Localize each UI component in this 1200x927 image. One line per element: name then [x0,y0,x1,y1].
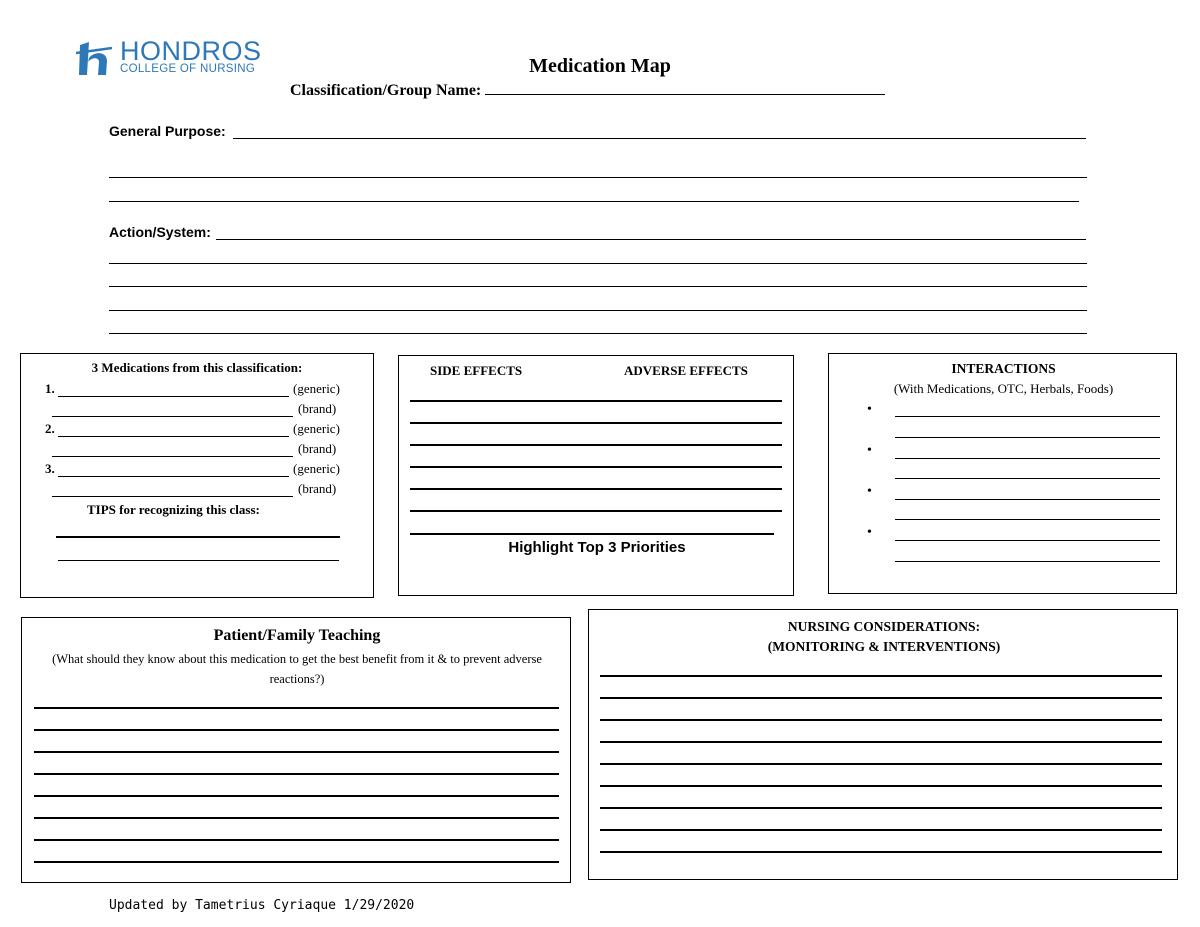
teaching-line[interactable] [34,751,559,753]
nursing-subtitle: (MONITORING & INTERVENTIONS) [767,639,1001,654]
action-system-line[interactable] [109,263,1087,264]
teaching-line[interactable] [34,729,559,731]
interaction-line[interactable] [895,458,1160,459]
effects-line[interactable] [410,400,782,402]
footer-updated-by: Updated by Tametrius Cyriaque 1/29/2020 [109,898,415,913]
interactions-box [828,353,1177,594]
nursing-line[interactable] [600,851,1162,853]
nursing-line[interactable] [600,829,1162,831]
nursing-line[interactable] [600,675,1162,677]
interaction-line[interactable] [895,540,1160,541]
teaching-line[interactable] [34,817,559,819]
nursing-line[interactable] [600,719,1162,721]
teaching-title: Patient/Family Teaching [213,627,381,644]
bullet-icon: • [867,443,872,458]
med-generic-line[interactable] [58,396,289,397]
action-system-line[interactable] [109,286,1087,287]
adverse-effects-heading: ADVERSE EFFECTS [624,363,748,378]
med-brand-line[interactable] [52,416,293,417]
brand-label: (brand) [298,481,337,496]
logo-title: HONDROS [120,36,262,66]
nursing-line[interactable] [600,807,1162,809]
nursing-line[interactable] [600,697,1162,699]
page-title: Medication Map [529,55,671,77]
action-system-line[interactable] [216,239,1086,240]
med-brand-line[interactable] [52,496,293,497]
interactions-title: INTERACTIONS [951,361,1056,376]
bullet-icon: • [867,525,872,540]
nursing-line[interactable] [600,785,1162,787]
group-name-field [290,82,885,100]
med-number: 2. [45,421,55,436]
tips-line[interactable] [56,536,340,538]
med-generic-line[interactable] [58,476,289,477]
bullet-icon: • [867,402,872,417]
effects-line[interactable] [410,444,782,446]
generic-label: (generic) [293,461,340,476]
effects-box [398,355,794,596]
med-brand-line[interactable] [52,456,293,457]
effects-line[interactable] [410,466,782,468]
teaching-line[interactable] [34,861,559,863]
interaction-line[interactable] [895,416,1160,417]
med-generic-line[interactable] [58,436,289,437]
general-purpose-line[interactable] [233,138,1086,139]
brand-label: (brand) [298,401,337,416]
highlight-priorities-note: Highlight Top 3 Priorities [508,539,686,556]
medications-box [20,353,374,598]
teaching-line[interactable] [34,795,559,797]
interaction-line[interactable] [895,478,1160,479]
interactions-subtitle: (With Medications, OTC, Herbals, Foods) [893,381,1114,396]
effects-line[interactable] [410,422,782,424]
effects-line[interactable] [410,510,782,512]
teaching-subtitle: (What should they know about this medication to get the best benefit from it & to prevent adverse reactions?) [52,652,542,686]
logo-subtitle: COLLEGE OF NURSING [120,63,256,75]
med-number: 3. [45,461,55,476]
generic-label: (generic) [293,421,340,436]
med-number: 1. [45,381,55,396]
interaction-line[interactable] [895,437,1160,438]
medications-title: 3 Medications from this classification: [91,360,303,375]
nursing-line[interactable] [600,763,1162,765]
action-system-line[interactable] [109,310,1087,311]
nursing-title: NURSING CONSIDERATIONS: [787,619,981,634]
teaching-line[interactable] [34,839,559,841]
generic-label: (generic) [293,381,340,396]
action-system-label: Action/System: [109,224,211,240]
tips-title: TIPS for recognizing this class: [87,502,260,517]
brand-label: (brand) [298,441,337,456]
general-purpose-line[interactable] [109,177,1087,178]
group-name-blank[interactable] [485,82,885,95]
bullet-icon: • [867,484,872,499]
interaction-line[interactable] [895,519,1160,520]
nursing-box [588,609,1178,880]
teaching-line[interactable] [34,707,559,709]
interaction-line[interactable] [895,561,1160,562]
general-purpose-line[interactable] [109,201,1079,202]
effects-line[interactable] [410,488,782,490]
interaction-line[interactable] [895,499,1160,500]
side-effects-heading: SIDE EFFECTS [430,363,523,378]
teaching-line[interactable] [34,773,559,775]
group-name-label: Classification/Group Name: [290,82,482,99]
general-purpose-label: General Purpose: [109,123,226,139]
action-system-line[interactable] [109,333,1087,334]
teaching-box [21,617,571,883]
nursing-line[interactable] [600,741,1162,743]
effects-line[interactable] [410,533,774,535]
tips-line[interactable] [58,560,339,561]
